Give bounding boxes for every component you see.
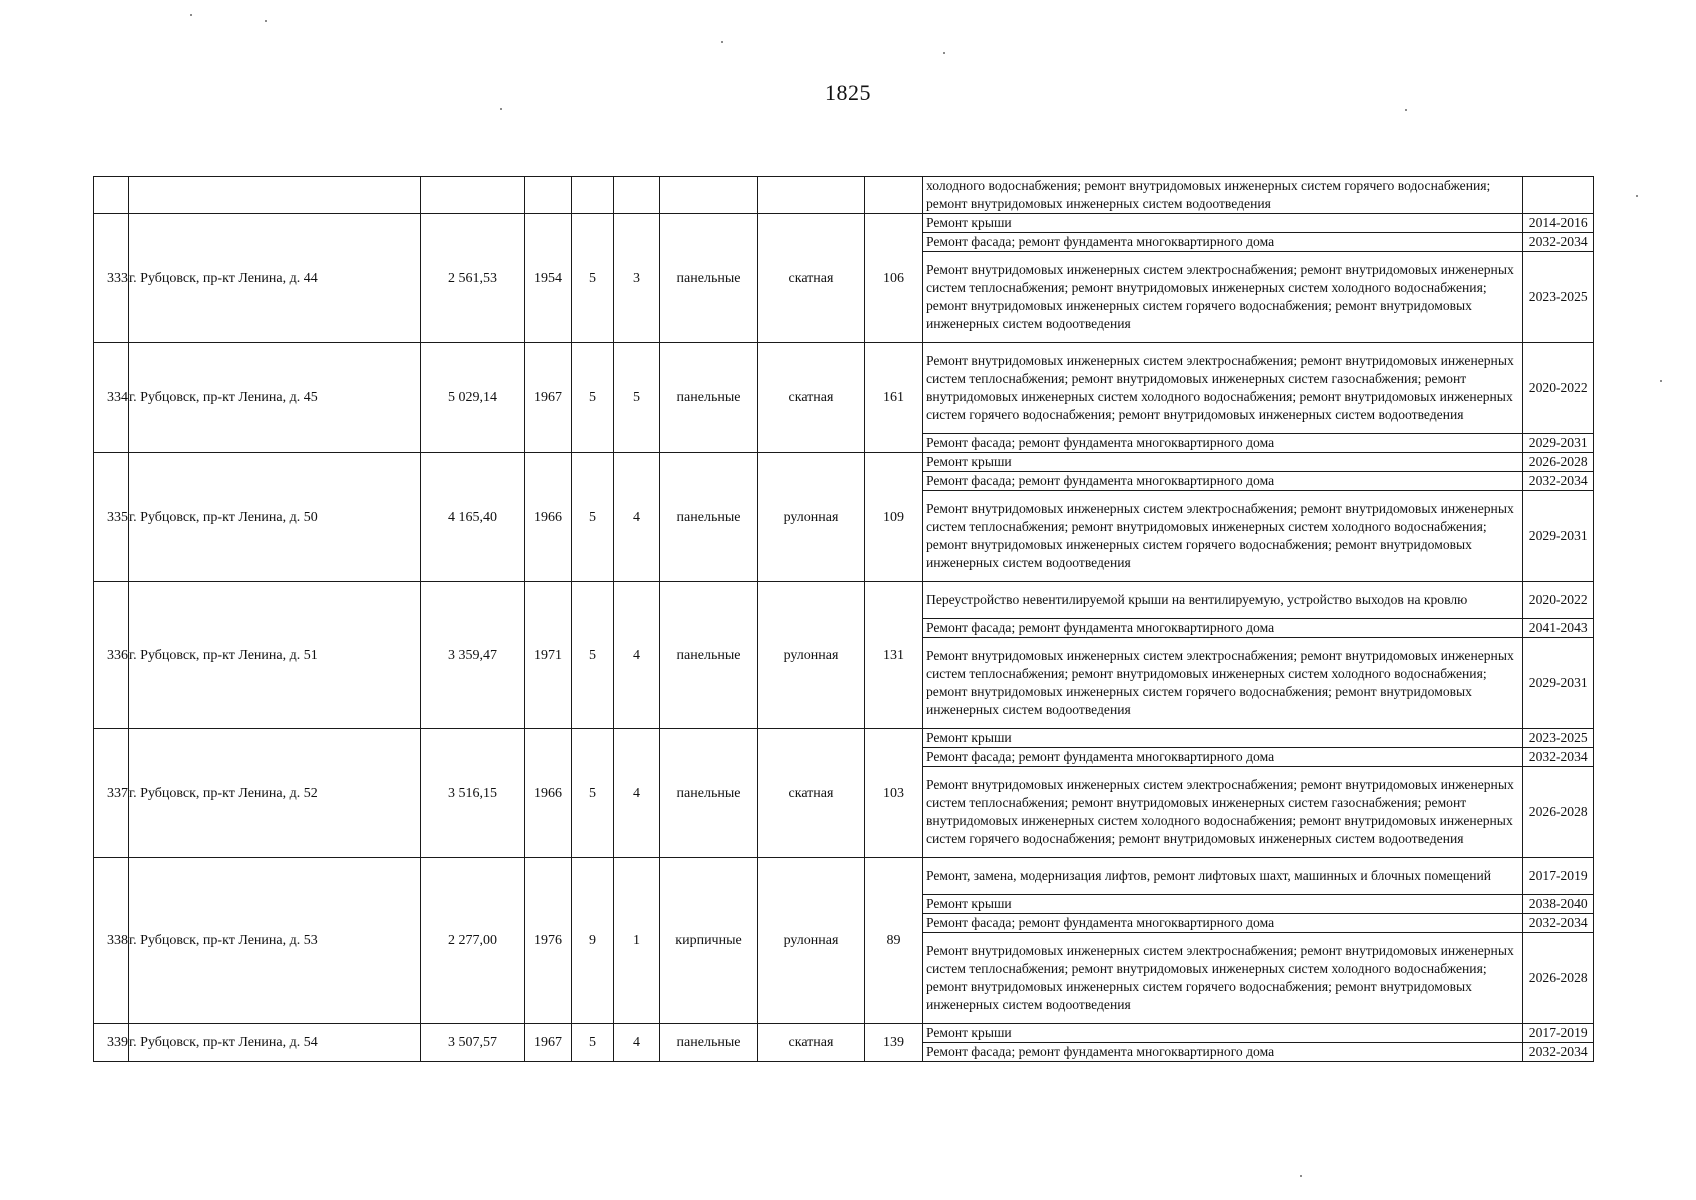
build-year: 1966 xyxy=(525,729,572,858)
entrances: 4 xyxy=(614,1024,660,1062)
residents: 161 xyxy=(865,343,923,453)
scan-speck xyxy=(1636,195,1638,197)
address: г. Рубцовск, пр-кт Ленина, д. 53 xyxy=(129,858,421,1024)
empty-cell xyxy=(572,177,614,214)
floors: 5 xyxy=(572,729,614,858)
work-item xyxy=(923,434,1594,453)
work-description: Ремонт внутридомовых инженерных систем электроснабжения; ремонт внутридомовых инженерных систем теплоснабжения; ремонт внутридомовых инженерных систем холодного водоснабжения; ремонт внутридомовых инженерных систем горячего водоснабжения; ремонт внутридомовых инженерных систем водоотведения xyxy=(926,501,1514,570)
work-years: 2029-2031 xyxy=(1522,491,1594,582)
work-years: 2020-2022 xyxy=(1522,343,1594,434)
work-item xyxy=(923,472,1594,491)
work-years: 2026-2028 xyxy=(1522,933,1594,1024)
wall-material: кирпичные xyxy=(660,858,758,1024)
roof-type: скатная xyxy=(758,1024,865,1062)
roof-type: скатная xyxy=(758,729,865,858)
entrances: 3 xyxy=(614,214,660,343)
address: г. Рубцовск, пр-кт Ленина, д. 50 xyxy=(129,453,421,582)
table-row xyxy=(94,453,1594,582)
total-area: 2 561,53 xyxy=(421,214,525,343)
works-list xyxy=(923,214,1594,342)
residents: 89 xyxy=(865,858,923,1024)
work-item xyxy=(923,214,1594,233)
roof-type: рулонная xyxy=(758,453,865,582)
scan-speck xyxy=(265,20,267,22)
work-item xyxy=(923,895,1594,914)
residents: 109 xyxy=(865,453,923,582)
continuation-row xyxy=(94,177,1594,214)
works-cell xyxy=(923,214,1594,343)
works-list xyxy=(923,343,1594,452)
work-years: 2038-2040 xyxy=(1522,895,1594,914)
work-item xyxy=(923,177,1594,213)
empty-cell xyxy=(614,177,660,214)
works-cell xyxy=(923,1024,1594,1062)
works-cell xyxy=(923,343,1594,453)
work-item xyxy=(923,748,1594,767)
empty-cell xyxy=(421,177,525,214)
total-area: 5 029,14 xyxy=(421,343,525,453)
page-number: 1825 xyxy=(825,80,871,105)
floors: 5 xyxy=(572,343,614,453)
row-number: 334 xyxy=(94,343,129,453)
works-list xyxy=(923,177,1594,213)
table-row xyxy=(94,582,1594,729)
entrances: 5 xyxy=(614,343,660,453)
work-years xyxy=(1522,177,1594,213)
build-year: 1954 xyxy=(525,214,572,343)
empty-cell xyxy=(129,177,421,214)
work-years: 2026-2028 xyxy=(1522,453,1594,472)
scan-speck xyxy=(943,52,945,54)
entrances: 4 xyxy=(614,582,660,729)
floors: 9 xyxy=(572,858,614,1024)
floors: 5 xyxy=(572,582,614,729)
work-description: Ремонт внутридомовых инженерных систем электроснабжения; ремонт внутридомовых инженерных систем теплоснабжения; ремонт внутридомовых инженерных систем газоснабжения; ремонт внутридомовых инженерных систем холодного водоснабжения; ремонт внутридомовых инженерных систем горячего водоснабжения; ремонт внутридомовых инженерных систем водоотведения xyxy=(923,343,1522,434)
work-description: Ремонт, замена, модернизация лифтов, ремонт лифтовых шахт, машинных и блочных помещений xyxy=(923,858,1522,895)
work-description: Ремонт крыши xyxy=(923,214,1522,233)
work-description: Ремонт внутридомовых инженерных систем электроснабжения; ремонт внутридомовых инженерных систем теплоснабжения; ремонт внутридомовых инженерных систем газоснабжения; ремонт внутридомовых инженерных систем холодного водоснабжения; ремонт внутридомовых инженерных систем горячего водоснабжения; ремонт внутридомовых инженерных систем водоотведения xyxy=(926,777,1514,846)
empty-cell xyxy=(525,177,572,214)
work-description: Ремонт фасада; ремонт фундамента многоквартирного дома xyxy=(923,619,1522,638)
row-number: 335 xyxy=(94,453,129,582)
address: г. Рубцовск, пр-кт Ленина, д. 51 xyxy=(129,582,421,729)
floors: 5 xyxy=(572,1024,614,1062)
work-years: 2032-2034 xyxy=(1522,233,1594,252)
work-description: Переустройство невентилируемой крыши на вентилируемую, устройство выходов на кровлю xyxy=(923,582,1522,619)
works-list xyxy=(923,858,1594,1023)
work-item xyxy=(923,933,1594,1024)
table-row xyxy=(94,1024,1594,1062)
table-row xyxy=(94,214,1594,343)
residents: 131 xyxy=(865,582,923,729)
row-number: 337 xyxy=(94,729,129,858)
build-year: 1966 xyxy=(525,453,572,582)
work-item xyxy=(923,914,1594,933)
works-cell xyxy=(923,453,1594,582)
scan-speck xyxy=(1660,380,1662,382)
row-number: 338 xyxy=(94,858,129,1024)
work-description: Ремонт фасада; ремонт фундамента многоквартирного дома xyxy=(923,748,1522,767)
works-cell xyxy=(923,177,1594,214)
total-area: 4 165,40 xyxy=(421,453,525,582)
works-list xyxy=(923,1024,1594,1061)
work-years: 2017-2019 xyxy=(1522,858,1594,895)
table-row xyxy=(94,729,1594,858)
table-row xyxy=(94,343,1594,453)
build-year: 1967 xyxy=(525,1024,572,1062)
row-number: 339 xyxy=(94,1024,129,1062)
work-description: холодного водоснабжения; ремонт внутридомовых инженерных систем горячего водоснабжения; ремонт внутридомовых инженерных систем водоотведения xyxy=(926,178,1491,211)
wall-material: панельные xyxy=(660,214,758,343)
total-area: 3 516,15 xyxy=(421,729,525,858)
work-years: 2032-2034 xyxy=(1522,472,1594,491)
wall-material: панельные xyxy=(660,1024,758,1062)
build-year: 1967 xyxy=(525,343,572,453)
empty-cell xyxy=(758,177,865,214)
work-description: Ремонт крыши xyxy=(923,729,1522,748)
work-item xyxy=(923,1024,1594,1043)
roof-type: скатная xyxy=(758,214,865,343)
address: г. Рубцовск, пр-кт Ленина, д. 44 xyxy=(129,214,421,343)
work-item xyxy=(923,582,1594,619)
address: г. Рубцовск, пр-кт Ленина, д. 45 xyxy=(129,343,421,453)
scan-speck xyxy=(500,108,502,110)
work-description: Ремонт внутридомовых инженерных систем электроснабжения; ремонт внутридомовых инженерных систем теплоснабжения; ремонт внутридомовых инженерных систем холодного водоснабжения; ремонт внутридомовых инженерных систем горячего водоснабжения; ремонт внутридомовых инженерных систем водоотведения xyxy=(926,648,1514,717)
work-years: 2032-2034 xyxy=(1522,748,1594,767)
residents: 139 xyxy=(865,1024,923,1062)
work-item xyxy=(923,729,1594,748)
work-item xyxy=(923,619,1594,638)
work-description: Ремонт фасада; ремонт фундамента многоквартирного дома xyxy=(926,435,1275,450)
roof-type: рулонная xyxy=(758,858,865,1024)
work-years: 2041-2043 xyxy=(1522,619,1594,638)
work-item xyxy=(923,491,1594,582)
residents: 103 xyxy=(865,729,923,858)
row-number: 333 xyxy=(94,214,129,343)
work-description: Ремонт фасада; ремонт фундамента многоквартирного дома xyxy=(923,472,1522,491)
work-description: Ремонт внутридомовых инженерных систем электроснабжения; ремонт внутридомовых инженерных систем теплоснабжения; ремонт внутридомовых инженерных систем холодного водоснабжения; ремонт внутридомовых инженерных систем горячего водоснабжения; ремонт внутридомовых инженерных систем водоотведения xyxy=(926,262,1514,331)
works-cell xyxy=(923,858,1594,1024)
work-item xyxy=(923,767,1594,858)
work-years: 2029-2031 xyxy=(1522,638,1594,729)
work-item xyxy=(923,1043,1594,1062)
work-item xyxy=(923,638,1594,729)
work-description: Ремонт крыши xyxy=(923,1024,1522,1043)
work-years: 2017-2019 xyxy=(1522,1024,1594,1043)
entrances: 1 xyxy=(614,858,660,1024)
total-area: 3 359,47 xyxy=(421,582,525,729)
works-list xyxy=(923,729,1594,857)
row-number: 336 xyxy=(94,582,129,729)
work-years: 2029-2031 xyxy=(1522,434,1594,453)
build-year: 1971 xyxy=(525,582,572,729)
total-area: 3 507,57 xyxy=(421,1024,525,1062)
work-description: Ремонт крыши xyxy=(923,453,1522,472)
work-item xyxy=(923,858,1594,895)
work-item xyxy=(923,252,1594,343)
entrances: 4 xyxy=(614,729,660,858)
empty-cell xyxy=(660,177,758,214)
floors: 5 xyxy=(572,453,614,582)
entrances: 4 xyxy=(614,453,660,582)
roof-type: скатная xyxy=(758,343,865,453)
scan-speck xyxy=(190,14,192,16)
address: г. Рубцовск, пр-кт Ленина, д. 52 xyxy=(129,729,421,858)
wall-material: панельные xyxy=(660,582,758,729)
work-years: 2014-2016 xyxy=(1522,214,1594,233)
scan-speck xyxy=(1405,109,1407,111)
work-description: Ремонт фасада; ремонт фундамента многоквартирного дома xyxy=(926,1044,1275,1059)
works-cell xyxy=(923,582,1594,729)
work-years: 2032-2034 xyxy=(1522,1043,1594,1062)
build-year: 1976 xyxy=(525,858,572,1024)
work-years: 2020-2022 xyxy=(1522,582,1594,619)
scan-speck xyxy=(1300,1175,1302,1177)
works-list xyxy=(923,582,1594,728)
roof-type: рулонная xyxy=(758,582,865,729)
residents: 106 xyxy=(865,214,923,343)
floors: 5 xyxy=(572,214,614,343)
work-description: Ремонт фасада; ремонт фундамента многоквартирного дома xyxy=(923,914,1522,933)
total-area: 2 277,00 xyxy=(421,858,525,1024)
wall-material: панельные xyxy=(660,729,758,858)
capital-repair-table xyxy=(93,176,1593,1062)
wall-material: панельные xyxy=(660,453,758,582)
work-item xyxy=(923,233,1594,252)
work-years: 2023-2025 xyxy=(1522,252,1594,343)
table xyxy=(93,176,1594,1062)
work-description: Ремонт фасада; ремонт фундамента многоквартирного дома xyxy=(923,233,1522,252)
work-years: 2032-2034 xyxy=(1522,914,1594,933)
work-item xyxy=(923,453,1594,472)
wall-material: панельные xyxy=(660,343,758,453)
work-years: 2026-2028 xyxy=(1522,767,1594,858)
address: г. Рубцовск, пр-кт Ленина, д. 54 xyxy=(129,1024,421,1062)
work-years: 2023-2025 xyxy=(1522,729,1594,748)
works-cell xyxy=(923,729,1594,858)
empty-cell xyxy=(94,177,129,214)
work-description: Ремонт внутридомовых инженерных систем электроснабжения; ремонт внутридомовых инженерных систем теплоснабжения; ремонт внутридомовых инженерных систем холодного водоснабжения; ремонт внутридомовых инженерных систем горячего водоснабжения; ремонт внутридомовых инженерных систем водоотведения xyxy=(926,943,1514,1012)
works-list xyxy=(923,453,1594,581)
work-item xyxy=(923,343,1594,434)
work-description: Ремонт крыши xyxy=(923,895,1522,914)
scan-speck xyxy=(721,41,723,43)
table-row xyxy=(94,858,1594,1024)
empty-cell xyxy=(865,177,923,214)
